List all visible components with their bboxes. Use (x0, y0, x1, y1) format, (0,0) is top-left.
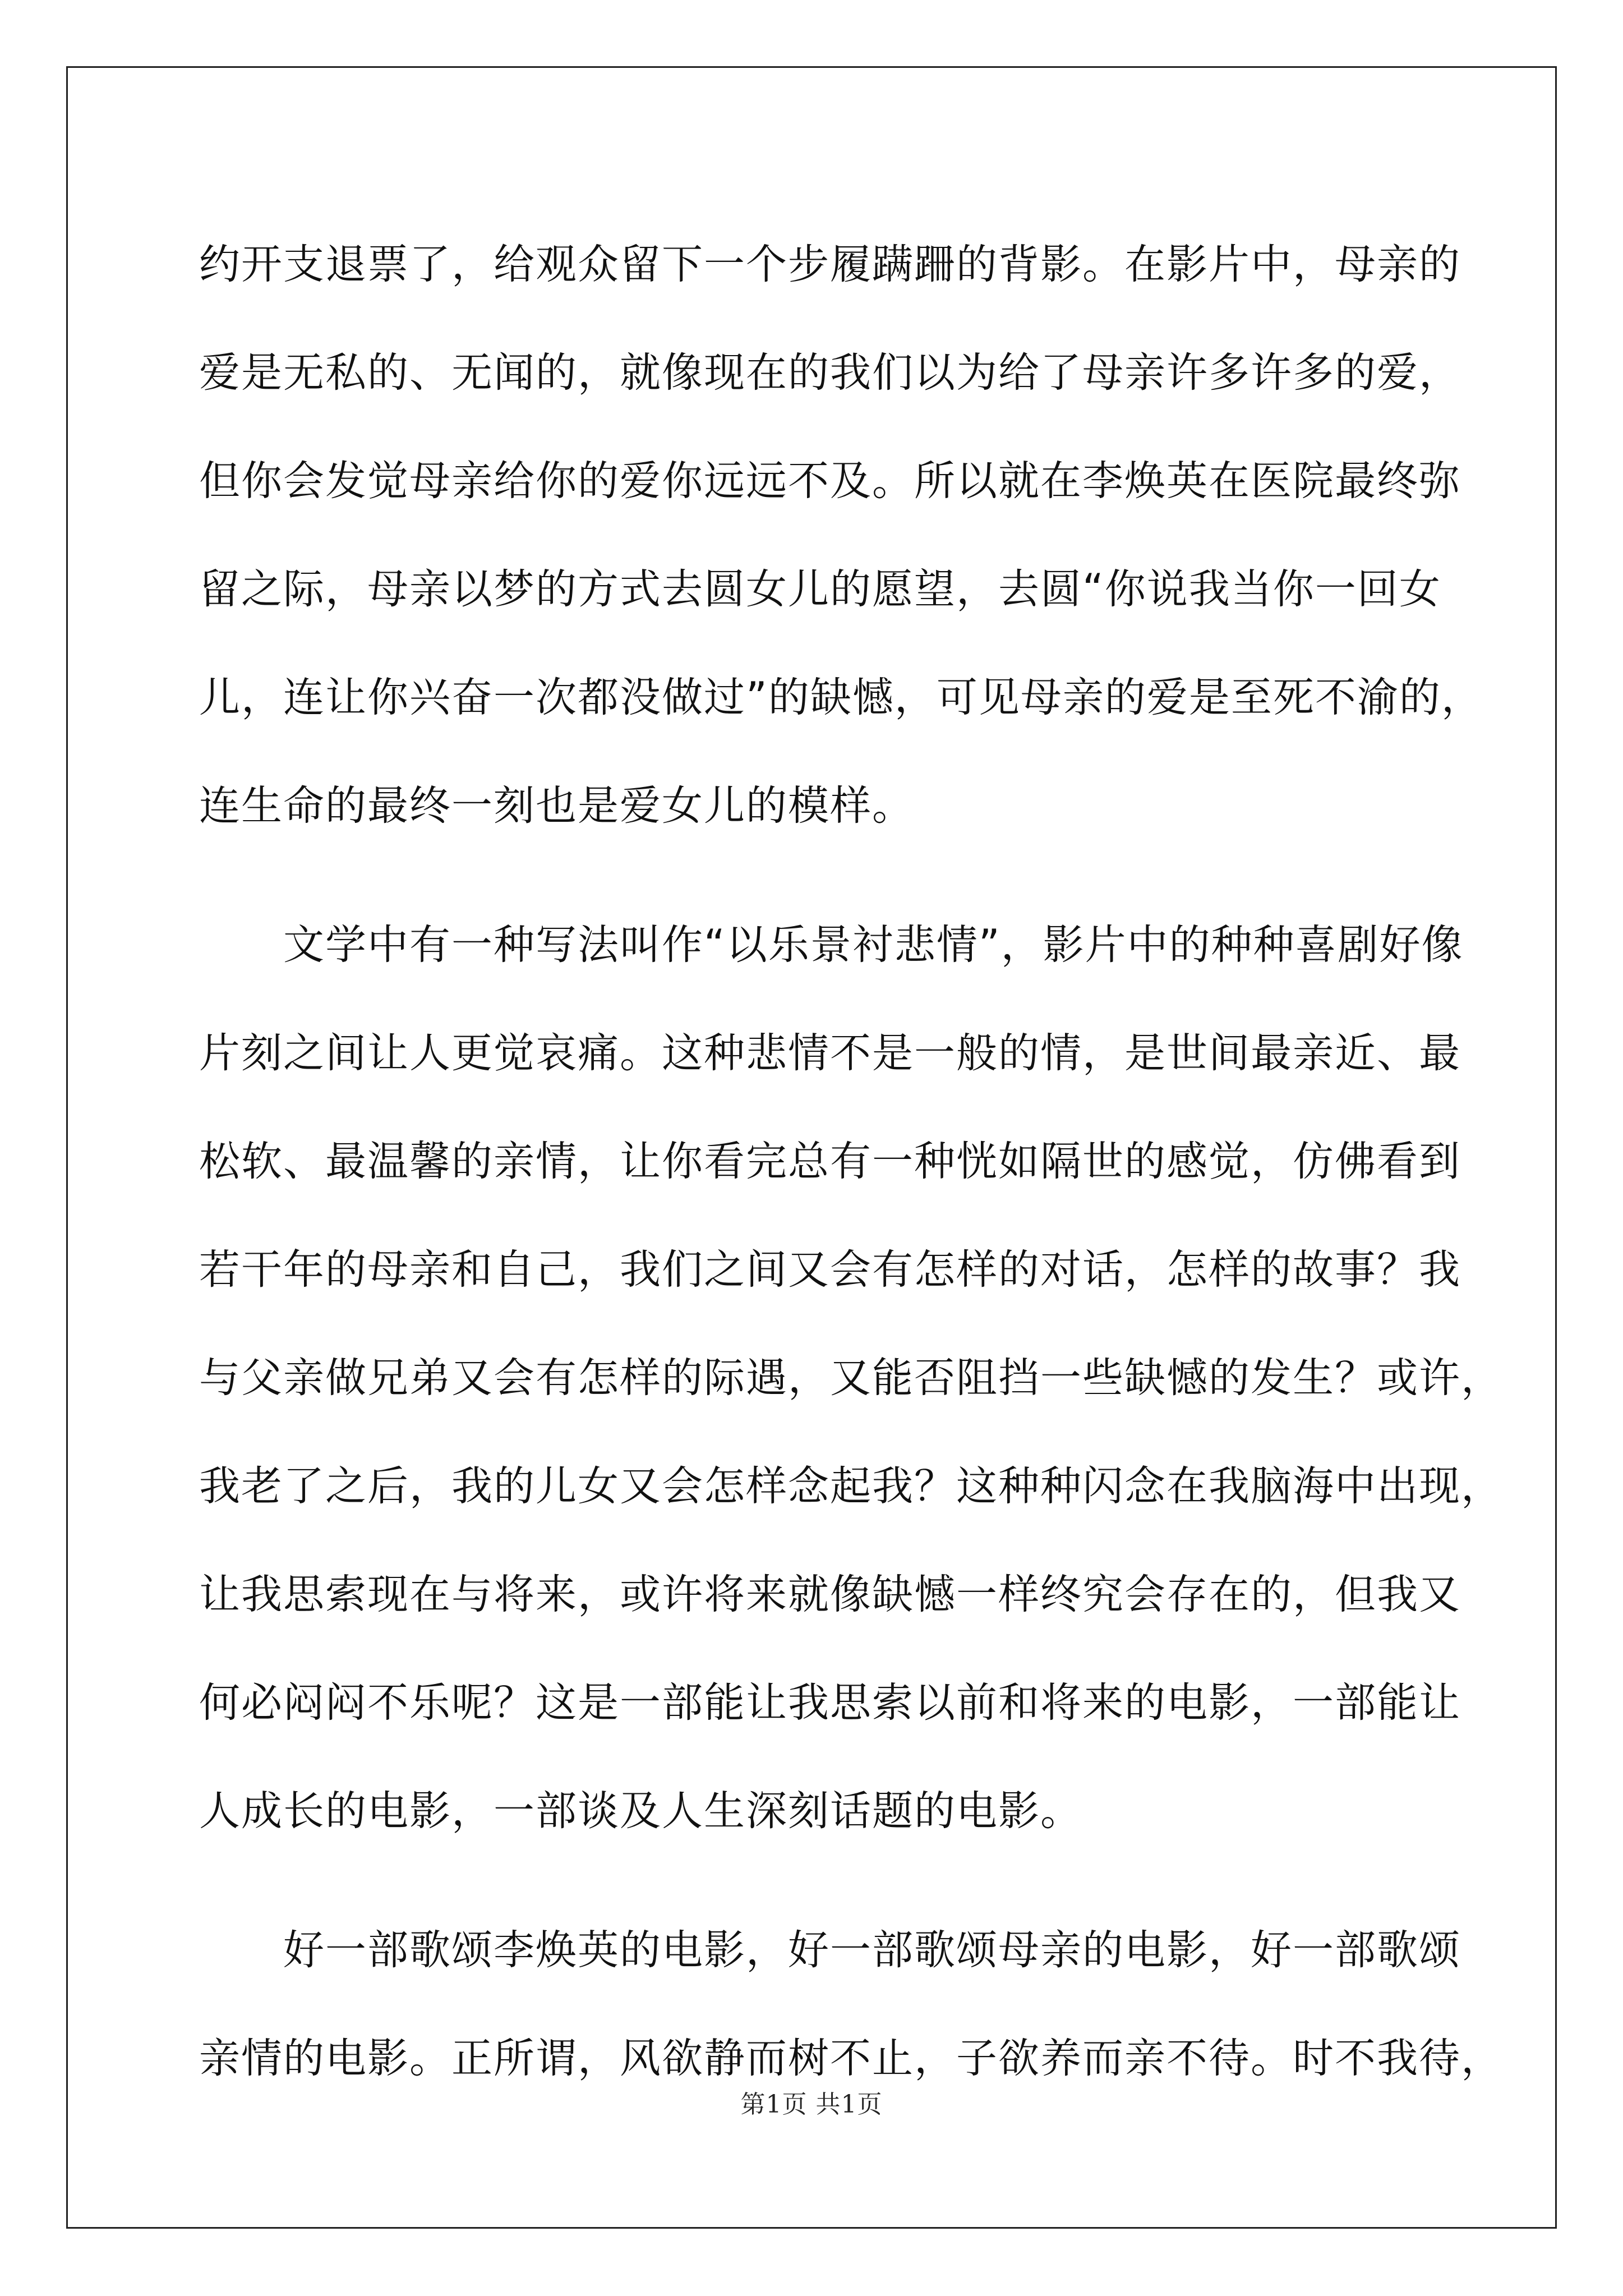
text-line: 亲情的电影。正所谓，风欲静而树不止，子欲养而亲不待。时不我待， (199, 2035, 1503, 2082)
text-line: 文学中有一种写法叫作“以乐景衬悲情”，影片中的种种喜剧好像 (283, 921, 1464, 969)
text-line: 何必闷闷不乐呢？这是一部能让我思索以前和将来的电影，一部能让 (199, 1679, 1461, 1727)
text-line: 连生命的最终一刻也是爱女儿的模样。 (199, 782, 914, 830)
text-line: 与父亲做兄弟又会有怎样的际遇，又能否阻挡一些缺憾的发生？或许， (199, 1354, 1503, 1402)
text-line: 若干年的母亲和自己，我们之间又会有怎样的对话，怎样的故事？我 (199, 1246, 1461, 1294)
text-line: 我老了之后，我的儿女又会怎样念起我？这种种闪念在我脑海中出现， (199, 1462, 1503, 1510)
text-line: 爱是无私的、无闻的，就像现在的我们以为给了母亲许多许多的爱， (199, 349, 1461, 397)
page-footer: 第1页 共1页 (740, 2090, 883, 2119)
paragraph-2 (199, 891, 1503, 1865)
text-line: 约开支退票了，给观众留下一个步履蹒跚的背影。在影片中，母亲的 (199, 241, 1461, 288)
text-line: 人成长的电影，一部谈及人生深刻话题的电影。 (199, 1787, 1082, 1835)
paragraph-3 (199, 1896, 1503, 2113)
paragraph-1 (199, 210, 1483, 860)
text-line: 好一部歌颂李焕英的电影，好一部歌颂母亲的电影，好一部歌颂 (283, 1926, 1461, 1974)
text-line: 但你会发觉母亲给你的爱你远远不及。所以就在李焕英在医院最终弥 (199, 457, 1461, 505)
text-line: 让我思索现在与将来，或许将来就像缺憾一样终究会存在的，但我又 (199, 1571, 1461, 1618)
text-line: 片刻之间让人更觉哀痛。这种悲情不是一般的情，是世间最亲近、最 (199, 1029, 1461, 1077)
text-line: 儿，连让你兴奋一次都没做过”的缺憾，可见母亲的爱是至死不渝的， (199, 674, 1483, 721)
text-line: 留之际，母亲以梦的方式去圆女儿的愿望，去圆“你说我当你一回女 (199, 565, 1441, 613)
document-body (199, 210, 1503, 2113)
text-line: 松软、最温馨的亲情，让你看完总有一种恍如隔世的感觉，仿佛看到 (199, 1138, 1461, 1185)
